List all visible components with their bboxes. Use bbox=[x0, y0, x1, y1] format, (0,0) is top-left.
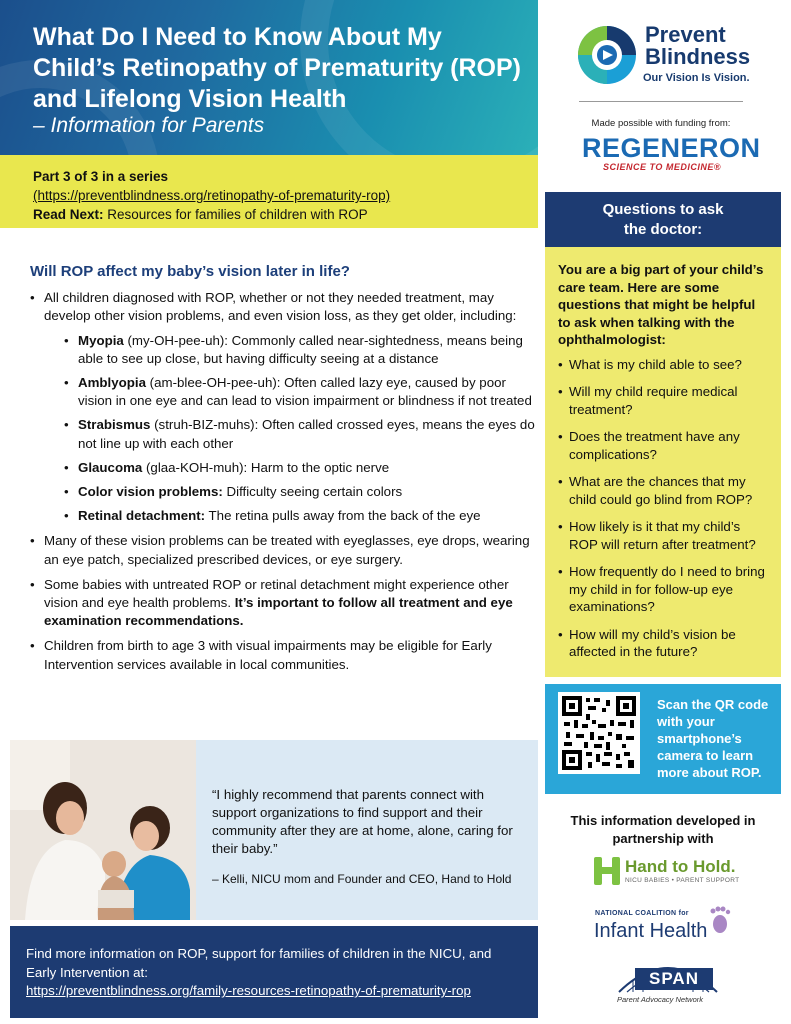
qr-code[interactable] bbox=[558, 692, 640, 774]
condition-term: Color vision problems: bbox=[78, 484, 223, 500]
bullet-text: Children from birth to age 3 with visual impairments may be eligible for Early Intervention services available in local communities. bbox=[44, 638, 492, 672]
ncih-logo bbox=[592, 906, 742, 946]
condition-term: Retinal detachment: bbox=[78, 508, 206, 524]
condition-item bbox=[64, 507, 535, 525]
condition-term: Myopia bbox=[78, 332, 124, 348]
condition-term: Strabismus bbox=[78, 417, 151, 433]
questions-heading bbox=[545, 192, 781, 247]
condition-item bbox=[64, 459, 535, 477]
qr-code-icon bbox=[562, 696, 636, 770]
question-item: • How likely is it that my child’s ROP will return after treatment? bbox=[558, 518, 769, 553]
condition-item bbox=[64, 332, 535, 368]
mother-baby-photo bbox=[10, 740, 196, 920]
quote-text: “I highly recommend that parents connect with support organizations to find support and their community after they are at home, alone, caring for their baby.” bbox=[212, 787, 513, 856]
condition-item bbox=[64, 374, 535, 410]
partner3-tagline: Parent Advocacy Network bbox=[617, 995, 704, 1004]
qr-section bbox=[545, 684, 781, 794]
logo-name bbox=[645, 24, 750, 68]
question-item: • Does the treatment have any complications? bbox=[558, 428, 769, 463]
partnership-text: This information developed in partnership with bbox=[570, 813, 756, 846]
questions-intro: You are a big part of your child’s care team. Here are some questions that might be helpful to ask when talking with the ophthalmologist: bbox=[558, 262, 764, 347]
question-item: • How frequently do I need to bring my child in for follow-up eye examinations? bbox=[558, 563, 769, 616]
condition-desc: (glaa-KOH-muh): Harm to the optic nerve bbox=[142, 459, 390, 475]
questions-list bbox=[558, 356, 769, 661]
funding-label: Made possible with funding from: bbox=[591, 118, 731, 129]
list-item bbox=[30, 289, 535, 525]
partner3-name: SPAN bbox=[635, 968, 713, 990]
condition-term: Glaucoma bbox=[78, 459, 143, 475]
footer-link[interactable]: https://preventblindness.org/family-resources-retinopathy-of-prematurity-rop bbox=[26, 983, 471, 998]
divider bbox=[579, 101, 743, 102]
parent-quote bbox=[196, 740, 538, 920]
logo-name-line1: Prevent bbox=[645, 22, 726, 47]
span-logo bbox=[613, 950, 723, 1010]
read-next-link: Resources for families of children with ROP bbox=[103, 207, 368, 222]
condition-desc: (am-blee-OH-pee-uh): Often called lazy eye, caused by poor vision in one eye and can lead to vision impairment or blindness if not treated bbox=[78, 375, 532, 409]
condition-desc: Difficulty seeing certain colors bbox=[222, 484, 403, 500]
series-label: Part 3 of 3 in a series bbox=[33, 169, 169, 184]
condition-item bbox=[64, 483, 535, 501]
footer-text: Find more information on ROP, support for families of children in the NICU, and Early Intervention at: bbox=[26, 946, 492, 980]
list-item bbox=[30, 576, 535, 631]
hand-to-hold-logo bbox=[592, 855, 742, 889]
bullet-emphasis: It’s important to follow all treatment and eye examination recommendations. bbox=[44, 595, 513, 629]
photo-illustration bbox=[10, 740, 196, 920]
question-item: • What are the chances that my child could go blind from ROP? bbox=[558, 473, 769, 508]
bullet-text: Many of these vision problems can be treated with eyeglasses, eye drops, wearing an eye patch, specialized prescribed devices, or eye surgery. bbox=[44, 533, 530, 567]
partner2-line1: NATIONAL COALITION for bbox=[595, 910, 689, 917]
condition-desc: The retina pulls away from the back of the eye bbox=[205, 508, 481, 524]
condition-term: Amblyopia bbox=[78, 375, 146, 391]
condition-item bbox=[64, 416, 535, 452]
regeneron-tagline: SCIENCE TO MEDICINE® bbox=[603, 162, 721, 172]
header-banner bbox=[0, 0, 538, 155]
footer-banner bbox=[10, 926, 538, 1018]
main-bullet-list bbox=[30, 289, 535, 674]
partner1-name: Hand to Hold. bbox=[625, 857, 736, 876]
condition-desc: (my-OH-pee-uh): Commonly called near-sightedness, means being able to see up close, but having difficulty seeing at a distance bbox=[78, 332, 523, 366]
question-item: • What is my child able to see? bbox=[558, 356, 769, 374]
section-heading: Will ROP affect my baby’s vision later in life? bbox=[30, 263, 350, 280]
list-item bbox=[30, 637, 535, 673]
question-item: • Will my child require medical treatment? bbox=[558, 383, 769, 418]
list-item bbox=[30, 532, 535, 568]
partner2-line2: Infant Health bbox=[594, 920, 708, 942]
regeneron-logo: REGENERON bbox=[582, 133, 761, 163]
questions-box bbox=[545, 247, 781, 677]
read-next-label: Read Next: bbox=[33, 207, 104, 222]
quote-attribution: – Kelli, NICU mom and Founder and CEO, Hand to Hold bbox=[212, 872, 512, 886]
series-link[interactable]: (https://preventblindness.org/retinopathy-of-prematurity-rop) bbox=[33, 188, 391, 203]
bullet-text: All children diagnosed with ROP, whether or not they needed treatment, may develop other vision problems, and even vision loss, as they get older, including: bbox=[44, 290, 517, 324]
hand-to-hold-icon bbox=[592, 855, 622, 887]
questions-heading-line2: the doctor: bbox=[623, 221, 703, 238]
page-title: What Do I Need to Know About My Child’s Retinopathy of Prematurity (ROP) and Lifelong Vision Health bbox=[33, 23, 522, 113]
condition-list bbox=[44, 332, 535, 526]
bullet-text: Some babies with untreated ROP or retinal detachment might experience other vision and eye health problems. bbox=[44, 576, 509, 611]
question-item: • How will my child’s vision be affected in the future? bbox=[558, 626, 769, 661]
questions-heading-line1: Questions to ask bbox=[602, 201, 724, 218]
qr-instructions: Scan the QR code with your smartphone’s camera to learn more about ROP. bbox=[657, 697, 769, 780]
page-subtitle: – Information for Parents bbox=[33, 114, 265, 137]
main-content bbox=[30, 263, 535, 681]
condition-desc: (struh-BIZ-muhs): Often called crossed eyes, means the eyes do not line up with each other bbox=[78, 417, 535, 451]
partner1-tagline: NICU BABIES • PARENT SUPPORT bbox=[625, 877, 740, 884]
series-banner bbox=[0, 155, 538, 228]
eye-logo-icon bbox=[575, 22, 639, 88]
logo-tagline: Our Vision Is Vision. bbox=[643, 72, 750, 84]
footprint-icon bbox=[708, 906, 732, 934]
logo-name-line2: Blindness bbox=[645, 44, 751, 69]
